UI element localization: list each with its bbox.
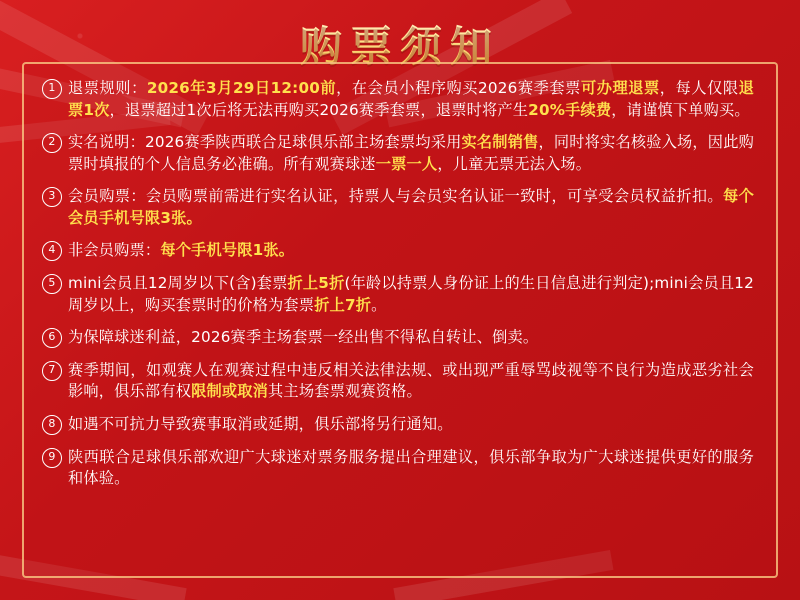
poster-title-area — [0, 0, 800, 71]
rule-text: 赛季期间，如观赛人在观赛过程中违反相关法律法规、或出现严重辱骂歧视等不良行为造成恶劣社会影响，俱乐部有权 — [68, 360, 754, 401]
rule-item — [42, 273, 754, 316]
rule-item — [42, 414, 754, 436]
rule-text: 如遇不可抗力导致赛事取消或延期，俱乐部将另行通知。 — [68, 414, 453, 433]
rule-number-badge: 4 — [42, 241, 62, 261]
rule-text-highlight: 折上7折 — [314, 295, 372, 314]
page-title: 购票须知 — [300, 14, 500, 74]
rule-text: ，退票超过1次后将无法再购买2026赛季套票，退票时将产生 — [109, 100, 529, 119]
rule-text-highlight: 20%手续费 — [528, 100, 612, 119]
rule-item — [42, 240, 754, 262]
rule-text: ，在会员小程序购买2026赛季套票 — [336, 79, 581, 97]
rule-text: 实名说明：2026赛季陕西联合足球俱乐部主场套票均采用 — [68, 133, 462, 152]
rule-item — [42, 132, 754, 175]
rule-text: 会员购票：会员购票前需进行实名认证，持票人与会员实名认证一致时，可享受会员权益折扣。 — [68, 187, 724, 206]
rule-item — [42, 78, 754, 121]
rule-number-badge: 6 — [42, 328, 62, 348]
rule-text: ，同时将实名核验入场，因此购票时填报的个人信息务必准确。所有观赛球迷 — [68, 133, 754, 173]
rule-text-highlight: 实名制销售 — [461, 133, 539, 152]
rule-text-highlight: 每个会员手机号限3张。 — [68, 187, 754, 227]
rule-number-badge: 3 — [42, 187, 62, 207]
rule-text-highlight: 每个手机号限1张。 — [160, 241, 295, 260]
rule-text: mini会员且12周岁以下(含)套票 — [68, 274, 288, 293]
rule-number-badge: 9 — [42, 448, 62, 468]
rule-item — [42, 447, 754, 490]
rule-item — [42, 327, 754, 349]
rule-text: ，每人仅限 — [659, 79, 739, 97]
rule-text-highlight: 一票一人 — [375, 154, 438, 173]
rule-text: 退票规则： — [68, 79, 147, 97]
rule-number-badge: 5 — [42, 274, 62, 294]
rule-text: 为保障球迷利益，2026赛季主场套票一经出售不得私自转让、倒卖。 — [68, 328, 539, 347]
rule-text: ，请谨慎下单购买。 — [611, 100, 750, 119]
rule-text: ，儿童无票无法入场。 — [437, 154, 592, 173]
rule-number-badge: 1 — [42, 79, 62, 99]
rule-number-badge: 8 — [42, 415, 62, 435]
rule-item — [42, 186, 754, 229]
rule-item — [42, 360, 754, 403]
rule-text-highlight: 折上5折 — [287, 274, 345, 293]
rule-text-highlight: 可办理退票 — [580, 79, 660, 97]
rule-text: 非会员购票： — [68, 241, 161, 260]
rule-text: 。 — [371, 295, 387, 314]
rule-text: 陕西联合足球俱乐部欢迎广大球迷对票务服务提出合理建议，俱乐部争取为广大球迷提供更好的服务和体验。 — [68, 447, 754, 488]
rule-number-badge: 2 — [42, 133, 62, 153]
rules-list — [42, 78, 754, 490]
rules-card — [22, 62, 778, 578]
rule-text-highlight: 2026年3月29日12:00前 — [146, 79, 337, 97]
rule-text: (年龄以持票人身份证上的生日信息进行判定);mini会员且12周岁以上，购买套票时的价格为套票 — [68, 274, 754, 314]
rule-text: 其主场套票观赛资格。 — [268, 382, 422, 401]
rule-text-highlight: 限制或取消 — [191, 382, 269, 401]
rule-text-highlight: 退票1次 — [68, 79, 755, 119]
rule-number-badge: 7 — [42, 361, 62, 381]
